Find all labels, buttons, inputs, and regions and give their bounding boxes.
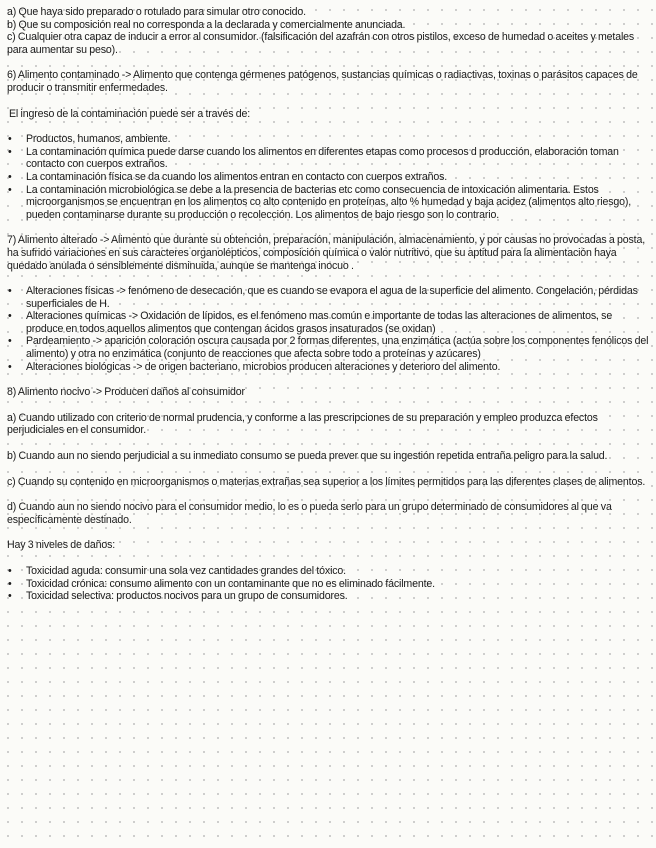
list-item: • La contaminación química puede darse cuando los alimentos en diferentes etapas como procesos d producción, elaboración toman contacto con cuerpos extraños. bbox=[7, 146, 651, 171]
list-item: • Alteraciones químicas -> Oxidación de lípidos, es el fenómeno mas común e importante de todas las alteraciones de alimentos, se produce en todos aquellos alimentos que contengan ácidos grasos insaturados (se oxidan) bbox=[7, 310, 651, 335]
list-item: • Toxicidad aguda: consumir una sola vez cantidades grandes del tóxico. bbox=[7, 565, 651, 578]
spacer bbox=[7, 95, 651, 108]
spacer bbox=[7, 56, 651, 69]
paragraph-8d: d) Cuando aun no siendo nocivo para el consumidor medio, lo es o pueda serlo para un grupo determinado de consumidores al que va específicamente destinado. bbox=[7, 501, 612, 526]
paragraph-8a: a) Cuando utilizado con criterio de normal prudencia, y conforme a las prescripciones de su preparación y empleo produzca efectos perjudiciales en el consumidor. bbox=[7, 411, 598, 437]
spacer bbox=[7, 399, 651, 412]
section-8-heading: 8) Alimento nocivo -> Producen daños al consumidor bbox=[7, 386, 245, 399]
list-item: • Toxicidad selectiva: productos nocivos para un grupo de consumidores. bbox=[7, 590, 651, 603]
spacer bbox=[7, 463, 651, 476]
section-7-heading: 7) Alimento alterado -> Alimento que durante su obtención, preparación, manipulación, almacenamiento, y por causas no provocadas a posta, ha sufrido variaciones en sus caracteres organolépticos, composición química o valor nutritivo, que su aptitud para la alimentación haya quedado anulada o sensiblemente disminuida, aunque se mantenga inocuo . bbox=[7, 234, 646, 272]
spacer bbox=[7, 488, 651, 501]
paragraph-8c: c) Cuando su contenido en microorganismos o materias extrañas sea superior a los límites permitidos para las diferentes clases de alimentos. bbox=[7, 475, 646, 488]
paragraph-a-simular: a) Que haya sido preparado o rotulado para simular otro conocido. bbox=[7, 6, 306, 18]
spacer bbox=[7, 272, 651, 285]
section-6-heading: 6) Alimento contaminado -> Alimento que contenga gérmenes patógenos, sustancias químicas o radiactivas, toxinas o parásitos capaces de producir o transmitir enfermedades. bbox=[7, 69, 638, 94]
list-item: • Alteraciones físicas -> fenómeno de desecación, que es cuando se evapora el agua de la superficie del alimento. Congelación, pérdidas superficiales de H. bbox=[7, 285, 651, 310]
spacer bbox=[7, 437, 651, 450]
spacer bbox=[7, 552, 651, 565]
spacer bbox=[7, 373, 651, 386]
alteration-list bbox=[7, 285, 651, 373]
damage-levels-intro: Hay 3 niveles de daños: bbox=[7, 539, 116, 552]
list-item: • La contaminación microbiológica se debe a la presencia de bacterias etc como consecuencia de intoxicación alimentaria. Estos microorganismos se encuentran en los alimentos co alto contenido en proteínas, alto % humedad y baja acidez (alimentos alto riesgo), pueden contaminarse durante su producción o recolección. Los alimentos de bajo riesgo son lo contrario. bbox=[7, 184, 651, 222]
damage-levels-list bbox=[7, 565, 651, 603]
list-item: • La contaminación física se da cuando los alimentos entran en contacto con cuerpos extraños. bbox=[7, 171, 651, 184]
spacer bbox=[7, 120, 651, 133]
paragraph-8b: b) Cuando aun no siendo perjudicial a su inmediato consumo se pueda prever que su ingestión repetida entraña peligro para la salud. bbox=[7, 450, 608, 463]
contamination-list bbox=[7, 133, 651, 221]
contamination-intro: El ingreso de la contaminación puede ser a través de: bbox=[9, 107, 251, 120]
spacer bbox=[7, 526, 651, 539]
spacer bbox=[7, 221, 651, 234]
list-item: • Toxicidad crónica: consumo alimento con un contaminante que no es eliminado fácilmente. bbox=[7, 578, 651, 591]
paragraph-b-composicion: b) Que su composición real no corresponda a la declarada y comercialmente anunciada. bbox=[7, 18, 406, 31]
list-item: • Pardeamiento -> aparición coloración oscura causada por 2 formas diferentes, una enzimática (actúa sobre los componentes fenólicos del alimento) y otra no enzimática (conjunto de reacciones que afecta sobre todo a proteínas y azúcares) bbox=[7, 335, 651, 360]
list-item: • Productos, humanos, ambiente. bbox=[7, 133, 651, 146]
list-item: • Alteraciones biológicas -> de origen bacteriano, microbios producen alteraciones y deterioro del alimento. bbox=[7, 361, 651, 374]
paragraph-c-error: c) Cualquier otra capaz de inducir a error al consumidor. (falsificación del azafrán con otros pistilos, exceso de humedad o aceites y metales para aumentar su peso). bbox=[7, 31, 635, 56]
